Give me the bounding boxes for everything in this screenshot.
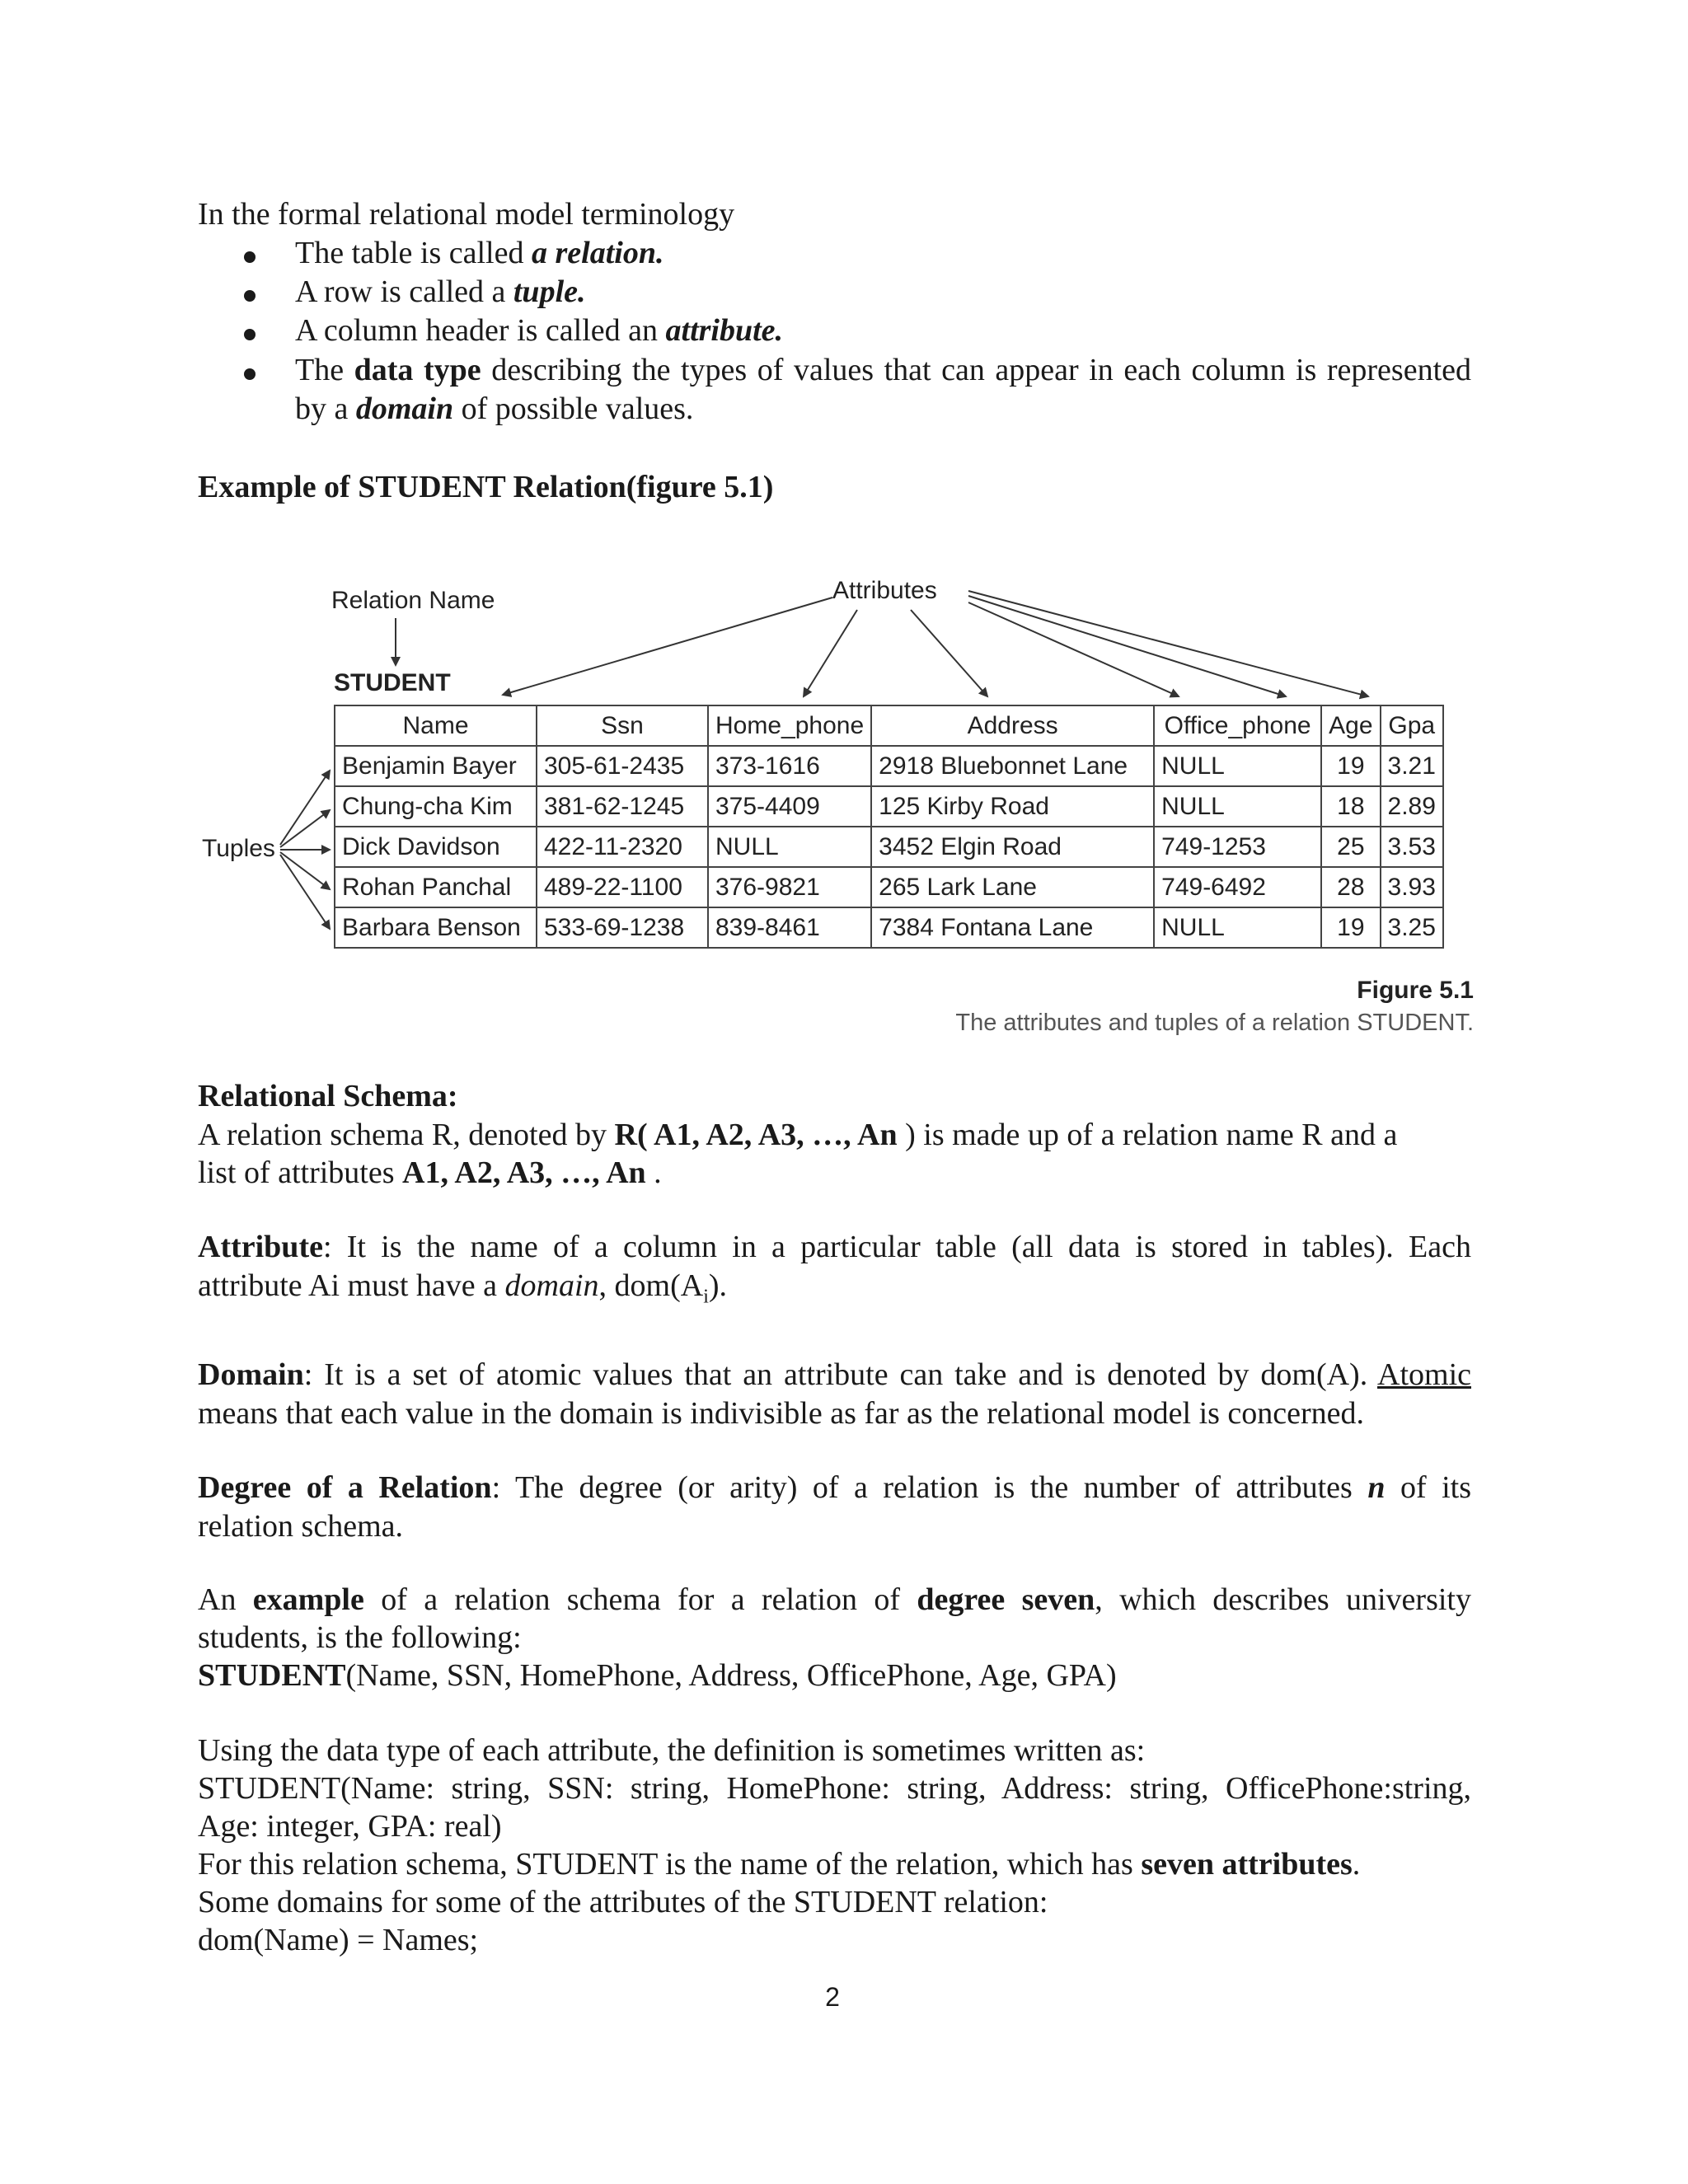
datatype-line-3: Age: integer, GPA: real) bbox=[198, 1809, 502, 1844]
table-cell: 375-4409 bbox=[708, 786, 871, 827]
example2-line-2: students, is the following: bbox=[198, 1620, 522, 1655]
datatype-line-6: dom(Name) = Names; bbox=[198, 1923, 479, 1957]
datatype-line-1: Using the data type of each attribute, the definition is sometimes written as: bbox=[198, 1733, 1146, 1768]
attribute-arrow-name bbox=[503, 598, 832, 695]
datatype-line-5: Some domains for some of the attributes of the STUDENT relation: bbox=[198, 1885, 1048, 1919]
domain-line-2: means that each value in the domain is indivisible as far as the relational model is concerned. bbox=[198, 1396, 1365, 1431]
tuple-arrow-5 bbox=[280, 855, 330, 929]
table-cell: 3.53 bbox=[1381, 827, 1443, 867]
degree-line-2: relation schema. bbox=[198, 1509, 404, 1544]
table-cell: NULL bbox=[1154, 746, 1321, 786]
student-relation-table bbox=[334, 705, 1444, 949]
table-cell: 489-22-1100 bbox=[537, 867, 708, 907]
bullet-dot bbox=[244, 251, 256, 263]
figure-student-relation bbox=[198, 573, 1492, 1043]
domain-line-1: Domain: It is a set of atomic values that an attribute can take and is denoted by dom(A). Atomic bbox=[198, 1357, 1471, 1392]
intro-text: In the formal relational model terminology bbox=[198, 197, 735, 232]
column-header: Gpa bbox=[1381, 705, 1443, 746]
table-cell: 305-61-2435 bbox=[537, 746, 708, 786]
column-header: Name bbox=[335, 705, 537, 746]
tuples-label: Tuples bbox=[202, 835, 275, 862]
table-cell: 381-62-1245 bbox=[537, 786, 708, 827]
table-row bbox=[335, 786, 1443, 827]
schema-line-2: list of attributes A1, A2, A3, …, An . bbox=[198, 1155, 662, 1190]
bullet-dot bbox=[244, 329, 256, 340]
relation-name-label: Relation Name bbox=[331, 587, 495, 614]
bullet-dot bbox=[244, 368, 256, 380]
table-cell: 28 bbox=[1321, 867, 1380, 907]
table-cell: 25 bbox=[1321, 827, 1380, 867]
table-cell: 422-11-2320 bbox=[537, 827, 708, 867]
table-cell: Dick Davidson bbox=[335, 827, 537, 867]
attribute-arrow-address bbox=[911, 610, 987, 696]
example2-line-1: An example of a relation schema for a relation of degree seven, which describes university bbox=[198, 1582, 1471, 1617]
table-cell: Barbara Benson bbox=[335, 907, 537, 948]
column-header: Office_phone bbox=[1154, 705, 1321, 746]
attribute-line-2: attribute Ai must have a domain, $dom(A_i)$. bbox=[198, 1268, 728, 1308]
table-cell: 533-69-1238 bbox=[537, 907, 708, 948]
attribute-line-1: Attribute: It is the name of a column in a particular table (all data is stored in tables). Each bbox=[198, 1230, 1471, 1264]
table-cell: 19 bbox=[1321, 907, 1380, 948]
column-header: Age bbox=[1321, 705, 1380, 746]
table-row bbox=[335, 867, 1443, 907]
bullet-relation: The table is called a relation. bbox=[295, 236, 664, 270]
table-cell: 7384 Fontana Lane bbox=[871, 907, 1154, 948]
table-cell: 749-6492 bbox=[1154, 867, 1321, 907]
attribute-arrow-age bbox=[968, 596, 1286, 696]
table-cell: 265 Lark Lane bbox=[871, 867, 1154, 907]
datatype-line-4: For this relation schema, STUDENT is the name of the relation, which has seven attributes. bbox=[198, 1847, 1361, 1882]
schema-line-1: A relation schema R, denoted by R( A1, A2, A3, …, An ) is made up of a relation name R and a bbox=[198, 1118, 1398, 1152]
table-cell: 3.21 bbox=[1381, 746, 1443, 786]
tuple-arrow-2 bbox=[280, 810, 330, 847]
attribute-arrow-gpa bbox=[968, 591, 1368, 696]
page-number: 2 bbox=[825, 1982, 840, 2012]
table-cell: 3452 Elgin Road bbox=[871, 827, 1154, 867]
table-cell: Chung-cha Kim bbox=[335, 786, 537, 827]
schema-heading: Relational Schema: bbox=[198, 1079, 458, 1113]
column-header: Ssn bbox=[537, 705, 708, 746]
table-cell: 125 Kirby Road bbox=[871, 786, 1154, 827]
column-header: Address bbox=[871, 705, 1154, 746]
tuple-arrow-4 bbox=[280, 852, 330, 889]
table-row bbox=[335, 746, 1443, 786]
table-cell: 373-1616 bbox=[708, 746, 871, 786]
bullet-dot bbox=[244, 290, 256, 302]
table-cell: Rohan Panchal bbox=[335, 867, 537, 907]
table-cell: NULL bbox=[1154, 786, 1321, 827]
example2-line-3: STUDENT(Name, SSN, HomePhone, Address, OfficePhone, Age, GPA) bbox=[198, 1658, 1117, 1693]
degree-line-1: Degree of a Relation: The degree (or arity) of a relation is the number of attributes n of its bbox=[198, 1470, 1472, 1505]
datatype-line-2: STUDENT(Name: string, SSN: string, HomePhone: string, Address: string, OfficePhone:string, bbox=[198, 1771, 1471, 1806]
table-header-row bbox=[335, 705, 1443, 746]
table-cell: 749-1253 bbox=[1154, 827, 1321, 867]
table-cell: 3.93 bbox=[1381, 867, 1443, 907]
table-cell: NULL bbox=[1154, 907, 1321, 948]
table-cell: Benjamin Bayer bbox=[335, 746, 537, 786]
attribute-arrow-office-phone bbox=[968, 602, 1179, 696]
table-row bbox=[335, 907, 1443, 948]
table-cell: 2918 Bluebonnet Lane bbox=[871, 746, 1154, 786]
table-cell: NULL bbox=[708, 827, 871, 867]
bullet-tuple: A row is called a tuple. bbox=[295, 274, 586, 309]
column-header: Home_phone bbox=[708, 705, 871, 746]
table-cell: 2.89 bbox=[1381, 786, 1443, 827]
table-cell: 18 bbox=[1321, 786, 1380, 827]
bullet-domain: The data type describing the types of values that can appear in each column is represented by a domain of possible values. bbox=[295, 353, 1472, 426]
table-cell: 839-8461 bbox=[708, 907, 871, 948]
example-heading: Example of STUDENT Relation(figure 5.1) bbox=[198, 470, 774, 504]
attribute-arrow-home-phone bbox=[804, 610, 857, 696]
table-name-label: STUDENT bbox=[334, 669, 451, 696]
table-cell: 19 bbox=[1321, 746, 1380, 786]
table-row bbox=[335, 827, 1443, 867]
bullet-attribute: A column header is called an attribute. bbox=[295, 313, 784, 348]
figure-caption-number: Figure 5.1 bbox=[1357, 977, 1474, 1004]
figure-caption-text: The attributes and tuples of a relation STUDENT. bbox=[955, 1010, 1474, 1036]
tuple-arrow-1 bbox=[280, 771, 330, 845]
table-cell: 376-9821 bbox=[708, 867, 871, 907]
table-cell: 3.25 bbox=[1381, 907, 1443, 948]
attributes-label: Attributes bbox=[832, 577, 937, 604]
